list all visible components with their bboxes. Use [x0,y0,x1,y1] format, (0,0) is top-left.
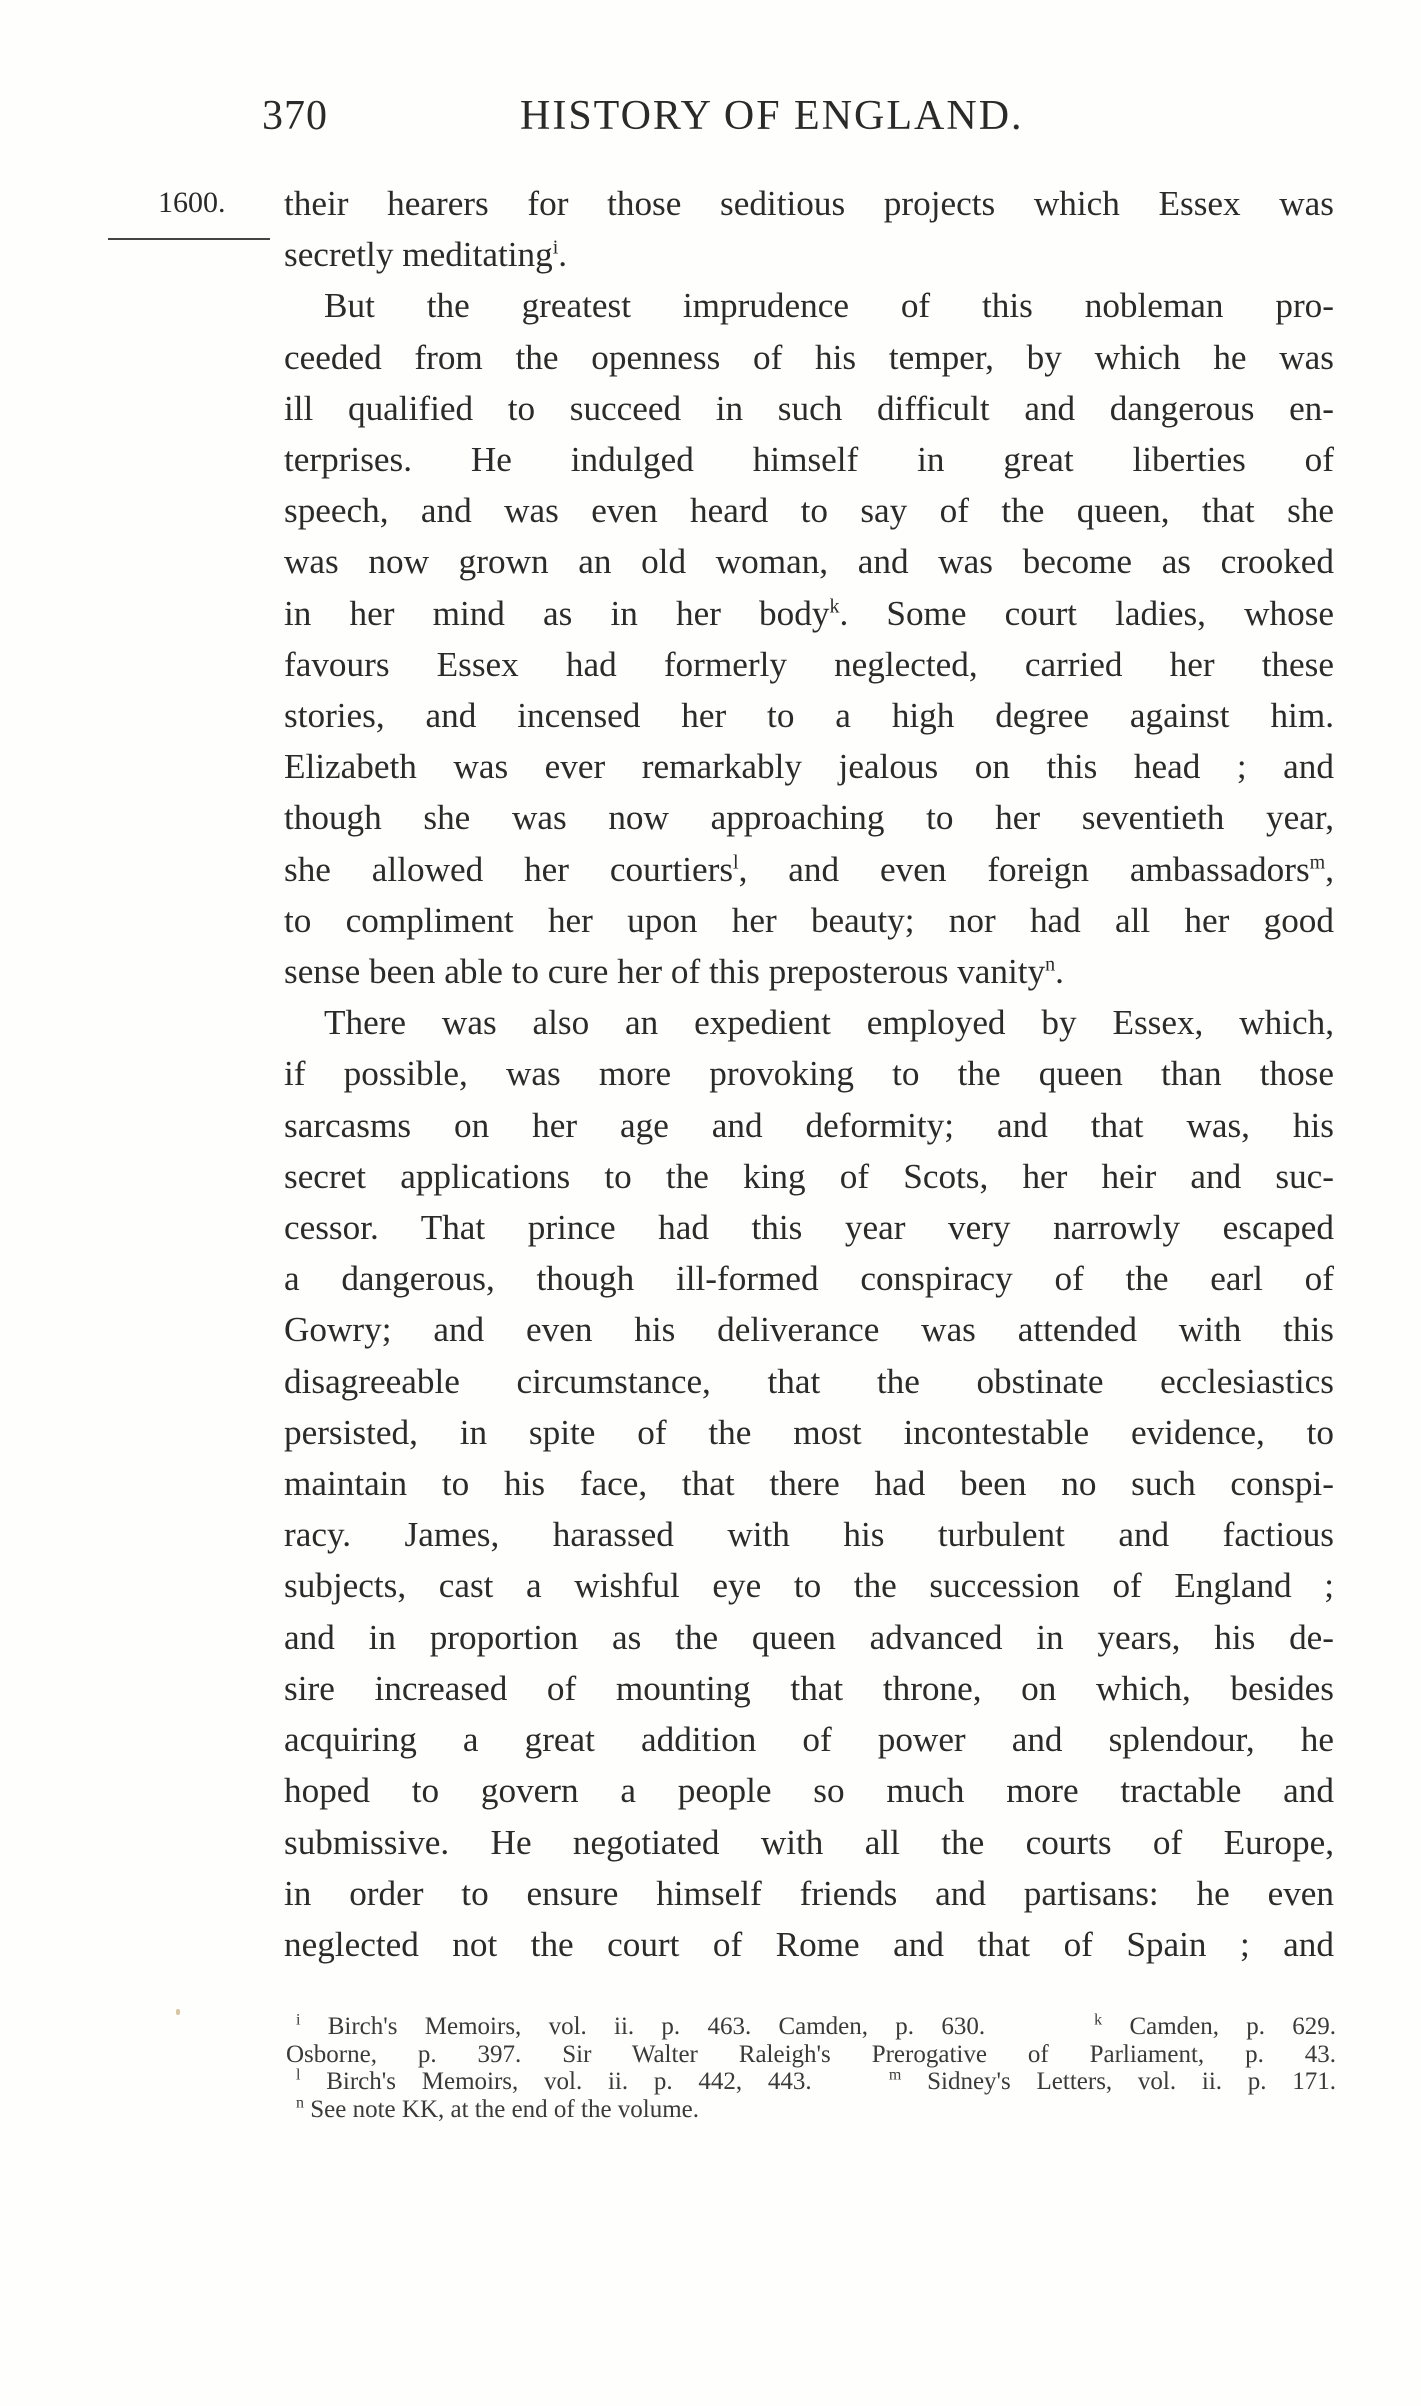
text-segment: neglected not the court of Rome and that of Spain ; and [284,1924,1334,1964]
footnote-text: Osborne, p. 397. Sir Walter Raleigh's Prerogative of Parliament, p. 43. [286,2040,1336,2068]
text-segment: But the greatest imprudence of this nobleman pro- [324,286,1334,326]
text-segment: . Some court ladies, whose [839,593,1335,633]
footnote-text: See note KK, at the end of the volume. [310,2095,700,2123]
text-segment: in order to ensure himself friends and partisans: he even [284,1873,1334,1913]
text-line [284,1304,1334,1355]
text-segment: hoped to govern a people so much more tractable and [284,1771,1334,1811]
text-segment: . [1055,952,1064,992]
footnote-text: Sidney's Letters, vol. ii. p. 171. [927,2068,1337,2095]
text-segment: maintain to his face, that there had been no such conspi- [284,1464,1334,1504]
text-segment: disagreeable circumstance, that the obstinate ecclesiastics [284,1361,1334,1401]
text-line [284,1100,1334,1151]
text-segment: ill qualified to succeed in such difficult and dangerous en- [284,388,1334,428]
footnote-reference: m [1309,850,1326,873]
text-segment: cessor. That prince had this year very narrowly escaped [284,1208,1334,1248]
text-line [284,1663,1334,1714]
margin-rule [108,238,270,240]
margin-year: 1600. [158,186,226,219]
text-segment: if possible, was more provoking to the queen than those [284,1054,1334,1094]
text-line [284,588,1334,639]
book-title: HISTORY OF ENGLAND. [520,93,1024,139]
text-line [284,895,1334,946]
footnote-text: Camden, p. 629. [1129,2013,1337,2040]
text-line [284,332,1334,383]
text-line [284,1253,1334,1304]
text-segment: and in proportion as the queen advanced in years, his de- [284,1617,1334,1657]
text-line [284,639,1334,690]
text-segment: There was also an expedient employed by Essex, which, [324,1003,1334,1043]
text-segment: though she was now approaching to her seventieth year, [284,798,1334,838]
footnote-line [286,2068,1336,2096]
text-line [284,178,1334,229]
text-line [284,690,1334,741]
text-line [284,792,1334,843]
running-head [262,92,1332,152]
text-segment: speech, and was even heard to say of the queen, that she [284,491,1334,531]
text-segment: a dangerous, though ill-formed conspiracy of the earl of [284,1259,1334,1299]
footnote-reference: k [829,594,840,617]
text-segment: , and even foreign ambassadors [738,849,1310,889]
footnote-reference: i [552,236,559,259]
text-line [284,280,1334,331]
text-segment: was now grown an old woman, and was become as crooked [284,542,1334,582]
text-line [284,536,1334,587]
text-line [284,1202,1334,1253]
footnote-mark: i [296,2011,301,2029]
text-line [284,485,1334,536]
text-segment: sense been able to cure her of this preposterous vanity [284,952,1046,992]
footnote-reference: n [1045,953,1056,976]
footnote-mark: m [888,2066,902,2084]
text-line [284,1509,1334,1560]
text-segment: favours Essex had formerly neglected, carried her these [284,644,1334,684]
footnote-mark: l [296,2066,301,2084]
text-line [284,1407,1334,1458]
text-line [284,229,1334,280]
text-segment: submissive. He negotiated with all the courts of Europe, [284,1822,1334,1862]
text-segment: acquiring a great addition of power and splendour, he [284,1720,1334,1760]
text-line [284,1919,1334,1970]
text-segment: she allowed her courtiers [284,849,734,889]
text-segment: sarcasms on her age and deformity; and that was, his [284,1105,1334,1145]
text-line [284,1817,1334,1868]
text-segment: Elizabeth was ever remarkably jealous on this head ; and [284,747,1334,787]
text-segment: terprises. He indulged himself in great liberties of [284,440,1334,480]
text-segment: stories, and incensed her to a high degree against him. [284,696,1334,736]
text-line [284,1765,1334,1816]
text-line [284,1714,1334,1765]
text-segment: secret applications to the king of Scots, her heir and suc- [284,1156,1334,1196]
footnote-reference: l [733,850,739,873]
text-segment: their hearers for those seditious projects which Essex was [284,184,1334,223]
text-segment: in her mind as in her body [284,593,830,633]
text-line [284,1458,1334,1509]
page-number: 370 [262,93,328,139]
footnote-line [286,2096,1336,2124]
footnotes [286,2013,1336,2123]
text-segment: secretly meditating [284,235,553,275]
footnote-mark: k [1094,2011,1103,2029]
text-line [284,1356,1334,1407]
text-line [284,434,1334,485]
text-segment: sire increased of mounting that throne, on which, besides [284,1668,1334,1708]
text-line [284,1048,1334,1099]
paper-speck [176,2009,180,2015]
text-segment: ceeded from the openness of his temper, by which he was [284,337,1334,377]
text-segment: persisted, in spite of the most incontestable evidence, to [284,1412,1334,1452]
text-segment: to compliment her upon her beauty; nor had all her good [284,900,1334,940]
footnote-line [286,2041,1336,2069]
footnote-mark: n [296,2094,304,2112]
text-line [284,383,1334,434]
footnote-text: Birch's Memoirs, vol. ii. p. 463. Camden, p. 630. [327,2013,986,2040]
text-line [284,1868,1334,1919]
text-line [284,741,1334,792]
text-segment: Gowry; and even his deliverance was attended with this [284,1310,1334,1350]
text-segment: racy. James, harassed with his turbulent and factious [284,1515,1334,1555]
text-segment: subjects, cast a wishful eye to the succession of England ; [284,1566,1334,1606]
text-line [284,1612,1334,1663]
footnote-text: Birch's Memoirs, vol. ii. p. 442, 443. [326,2068,812,2095]
text-line [284,1560,1334,1611]
text-line [284,1151,1334,1202]
text-line [284,946,1334,997]
text-segment: , [1325,849,1334,889]
text-line [284,844,1334,895]
text-segment: . [558,235,568,275]
text-line [284,997,1334,1048]
footnote-line [286,2013,1336,2041]
body-text [284,178,1334,1970]
